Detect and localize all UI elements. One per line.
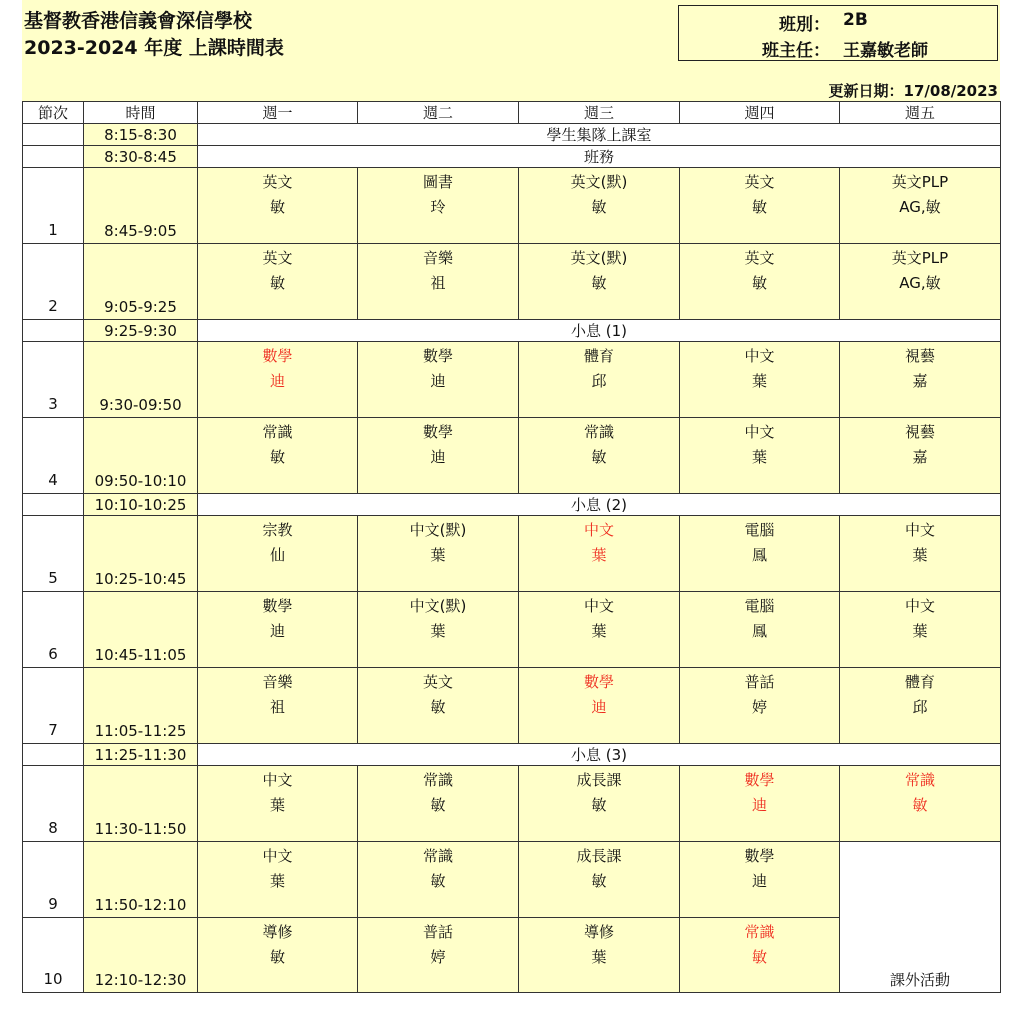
period-row — [23, 168, 1001, 244]
time-cell: 9:25-9:30 — [84, 320, 198, 342]
teacher-text: 祖 — [269, 698, 285, 716]
teacher-text: 邱 — [591, 372, 607, 390]
teacher-text: 迪 — [430, 448, 446, 466]
col-header-mon: 週一 — [198, 102, 358, 124]
teacher-text: 迪 — [430, 372, 446, 390]
lesson-cell — [680, 516, 840, 592]
period-number: 1 — [23, 168, 84, 244]
period-cell — [23, 124, 84, 146]
subject-text: 中文 — [744, 347, 775, 365]
subject-text: 圖書 — [422, 173, 453, 191]
lesson-cell — [840, 244, 1001, 320]
period-row — [23, 342, 1001, 418]
teacher-text: 葉 — [591, 948, 607, 966]
lesson-cell — [680, 244, 840, 320]
time-cell: 11:25-11:30 — [84, 744, 198, 766]
period-cell — [23, 494, 84, 516]
special-row-text: 小息 (3) — [198, 744, 1001, 766]
teacher-value: 王嘉敏老師 — [843, 41, 928, 61]
time-cell: 9:30-09:50 — [84, 342, 198, 418]
special-row-text: 班務 — [198, 146, 1001, 168]
extra-activity-cell: 課外活動 — [840, 842, 1001, 993]
subject-text: 成長課 — [576, 847, 622, 865]
subject-text: 英文PLP — [891, 249, 949, 267]
subject-text: 常識 — [262, 423, 293, 441]
subject-text: 常識 — [904, 771, 935, 789]
teacher-text: 敏 — [751, 274, 767, 292]
period-row — [23, 766, 1001, 842]
subject-text: 英文 — [744, 249, 775, 267]
teacher-text: 婷 — [751, 698, 767, 716]
lesson-cell — [680, 168, 840, 244]
teacher-text: 敏 — [591, 796, 607, 814]
time-cell: 10:45-11:05 — [84, 592, 198, 668]
subject-text: 音樂 — [262, 673, 293, 691]
teacher-text: AG,敏 — [899, 198, 941, 216]
teacher-text: 葉 — [269, 872, 285, 890]
lesson-cell — [519, 168, 680, 244]
teacher-text: 迪 — [591, 698, 607, 716]
lesson-cell — [519, 918, 680, 993]
teacher-text: 葉 — [591, 622, 607, 640]
lesson-cell — [519, 244, 680, 320]
col-header-thu: 週四 — [680, 102, 840, 124]
col-header-time: 時間 — [84, 102, 198, 124]
teacher-text: 仙 — [269, 546, 285, 564]
lesson-cell — [198, 766, 358, 842]
subject-text: 英文 — [262, 173, 293, 191]
teacher-text: 敏 — [269, 448, 285, 466]
period-number: 9 — [23, 842, 84, 918]
subject-text: 中文(默) — [409, 521, 467, 539]
timetable-title: 2023-2024 年度 上課時間表 — [24, 37, 284, 59]
subject-text: 數學 — [744, 847, 775, 865]
period-row — [23, 592, 1001, 668]
special-row-text: 小息 (1) — [198, 320, 1001, 342]
teacher-text: 鳳 — [751, 622, 767, 640]
lesson-cell — [519, 516, 680, 592]
lesson-cell — [358, 516, 519, 592]
teacher-text: 迪 — [269, 622, 285, 640]
teacher-text: 迪 — [751, 796, 767, 814]
lesson-cell — [358, 842, 519, 918]
lesson-cell — [840, 592, 1001, 668]
lesson-cell — [198, 842, 358, 918]
subject-text: 導修 — [583, 923, 614, 941]
teacher-text: 敏 — [591, 198, 607, 216]
teacher-text: 葉 — [591, 546, 607, 564]
lesson-cell — [519, 418, 680, 494]
teacher-text: 敏 — [269, 948, 285, 966]
teacher-text: 葉 — [912, 622, 928, 640]
period-number: 3 — [23, 342, 84, 418]
header-row — [23, 102, 1001, 124]
teacher-text: 鳳 — [751, 546, 767, 564]
special-row-break1 — [23, 320, 1001, 342]
lesson-cell — [840, 516, 1001, 592]
period-number: 8 — [23, 766, 84, 842]
period-row — [23, 842, 1001, 918]
subject-text: 普話 — [744, 673, 775, 691]
teacher-label: 班主任： — [762, 41, 830, 61]
teacher-text: 敏 — [751, 198, 767, 216]
lesson-cell — [358, 766, 519, 842]
time-cell: 11:30-11:50 — [84, 766, 198, 842]
subject-text: 常識 — [583, 423, 614, 441]
time-cell: 8:45-9:05 — [84, 168, 198, 244]
lesson-cell — [840, 418, 1001, 494]
period-number: 6 — [23, 592, 84, 668]
lesson-cell — [680, 918, 840, 993]
time-cell: 9:05-9:25 — [84, 244, 198, 320]
subject-text: 宗教 — [262, 521, 293, 539]
lesson-cell — [840, 342, 1001, 418]
teacher-text: 祖 — [430, 274, 446, 292]
special-row-text: 學生集隊上課室 — [198, 124, 1001, 146]
subject-text: 導修 — [262, 923, 293, 941]
lesson-cell — [519, 842, 680, 918]
period-cell — [23, 146, 84, 168]
school-name: 基督教香港信義會深信學校 — [24, 10, 253, 32]
lesson-cell — [680, 342, 840, 418]
subject-text: 中文 — [262, 847, 293, 865]
teacher-text: 嘉 — [912, 448, 928, 466]
period-cell — [23, 320, 84, 342]
teacher-text: 葉 — [269, 796, 285, 814]
period-number: 5 — [23, 516, 84, 592]
lesson-cell — [680, 766, 840, 842]
subject-text: 普話 — [422, 923, 453, 941]
lesson-cell — [358, 668, 519, 744]
time-cell: 10:25-10:45 — [84, 516, 198, 592]
lesson-cell — [680, 592, 840, 668]
teacher-text: 敏 — [912, 796, 928, 814]
teacher-text: 葉 — [912, 546, 928, 564]
subject-text: 中文 — [262, 771, 293, 789]
teacher-text: 葉 — [430, 622, 446, 640]
teacher-text: 敏 — [591, 448, 607, 466]
teacher-text: 迪 — [269, 372, 285, 390]
special-row-assembly — [23, 124, 1001, 146]
teacher-text: 邱 — [912, 698, 928, 716]
teacher-text: AG,敏 — [899, 274, 941, 292]
subject-text: 常識 — [422, 771, 453, 789]
subject-text: 常識 — [744, 923, 775, 941]
class-info-box — [678, 5, 998, 61]
lesson-cell — [519, 342, 680, 418]
lesson-cell — [358, 592, 519, 668]
lesson-cell — [519, 592, 680, 668]
subject-text: 視藝 — [904, 423, 935, 441]
time-cell: 10:10-10:25 — [84, 494, 198, 516]
subject-text: 英文 — [744, 173, 775, 191]
teacher-text: 嘉 — [912, 372, 928, 390]
period-number: 7 — [23, 668, 84, 744]
lesson-cell — [680, 842, 840, 918]
subject-text: 電腦 — [744, 597, 775, 615]
period-row — [23, 668, 1001, 744]
special-row-class_affairs — [23, 146, 1001, 168]
subject-text: 英文(默) — [570, 173, 628, 191]
subject-text: 英文 — [262, 249, 293, 267]
lesson-cell — [680, 418, 840, 494]
col-header-period: 節次 — [23, 102, 84, 124]
subject-text: 中文 — [583, 597, 614, 615]
lesson-cell — [198, 668, 358, 744]
lesson-cell — [198, 516, 358, 592]
special-row-break3 — [23, 744, 1001, 766]
subject-text: 數學 — [583, 673, 614, 691]
subject-text: 數學 — [262, 597, 293, 615]
lesson-cell — [680, 668, 840, 744]
subject-text: 中文 — [904, 521, 935, 539]
teacher-text: 葉 — [751, 448, 767, 466]
lesson-cell — [198, 918, 358, 993]
col-header-tue: 週二 — [358, 102, 519, 124]
time-cell: 11:50-12:10 — [84, 842, 198, 918]
lesson-cell — [840, 168, 1001, 244]
subject-text: 中文(默) — [409, 597, 467, 615]
lesson-cell — [358, 418, 519, 494]
lesson-cell — [358, 342, 519, 418]
lesson-cell — [198, 342, 358, 418]
subject-text: 常識 — [422, 847, 453, 865]
teacher-text: 敏 — [591, 274, 607, 292]
period-number: 4 — [23, 418, 84, 494]
updated-date: 更新日期：17/08/2023 — [828, 82, 998, 100]
period-row — [23, 244, 1001, 320]
period-row — [23, 516, 1001, 592]
time-cell: 12:10-12:30 — [84, 918, 198, 993]
timetable — [22, 101, 1001, 993]
period-row — [23, 418, 1001, 494]
lesson-cell — [198, 592, 358, 668]
class-value: 2B — [843, 10, 868, 30]
teacher-text: 敏 — [591, 872, 607, 890]
time-cell: 8:15-8:30 — [84, 124, 198, 146]
subject-text: 視藝 — [904, 347, 935, 365]
col-header-wed: 週三 — [519, 102, 680, 124]
teacher-text: 迪 — [751, 872, 767, 890]
period-number: 2 — [23, 244, 84, 320]
col-header-fri: 週五 — [840, 102, 1001, 124]
teacher-text: 敏 — [269, 198, 285, 216]
time-cell: 11:05-11:25 — [84, 668, 198, 744]
teacher-text: 敏 — [430, 698, 446, 716]
subject-text: 英文PLP — [891, 173, 949, 191]
lesson-cell — [198, 418, 358, 494]
teacher-text: 敏 — [269, 274, 285, 292]
subject-text: 英文(默) — [570, 249, 628, 267]
teacher-text: 敏 — [430, 872, 446, 890]
period-cell — [23, 744, 84, 766]
special-row-break2 — [23, 494, 1001, 516]
subject-text: 中文 — [744, 423, 775, 441]
subject-text: 體育 — [904, 673, 935, 691]
subject-text: 電腦 — [744, 521, 775, 539]
subject-text: 音樂 — [422, 249, 453, 267]
subject-text: 中文 — [904, 597, 935, 615]
teacher-text: 葉 — [751, 372, 767, 390]
lesson-cell — [519, 766, 680, 842]
subject-text: 數學 — [744, 771, 775, 789]
subject-text: 體育 — [583, 347, 614, 365]
teacher-text: 敏 — [751, 948, 767, 966]
time-cell: 09:50-10:10 — [84, 418, 198, 494]
teacher-text: 葉 — [430, 546, 446, 564]
lesson-cell — [198, 168, 358, 244]
subject-text: 數學 — [422, 423, 453, 441]
time-cell: 8:30-8:45 — [84, 146, 198, 168]
teacher-text: 玲 — [430, 198, 446, 216]
class-label: 班別： — [779, 15, 830, 35]
period-number: 10 — [23, 918, 84, 993]
subject-text: 數學 — [262, 347, 293, 365]
lesson-cell — [840, 766, 1001, 842]
lesson-cell — [358, 918, 519, 993]
special-row-text: 小息 (2) — [198, 494, 1001, 516]
subject-text: 成長課 — [576, 771, 622, 789]
lesson-cell — [358, 168, 519, 244]
lesson-cell — [840, 668, 1001, 744]
lesson-cell — [519, 668, 680, 744]
teacher-text: 婷 — [430, 948, 446, 966]
subject-text: 中文 — [583, 521, 614, 539]
subject-text: 數學 — [422, 347, 453, 365]
teacher-text: 敏 — [430, 796, 446, 814]
lesson-cell — [198, 244, 358, 320]
subject-text: 英文 — [422, 673, 453, 691]
lesson-cell — [358, 244, 519, 320]
